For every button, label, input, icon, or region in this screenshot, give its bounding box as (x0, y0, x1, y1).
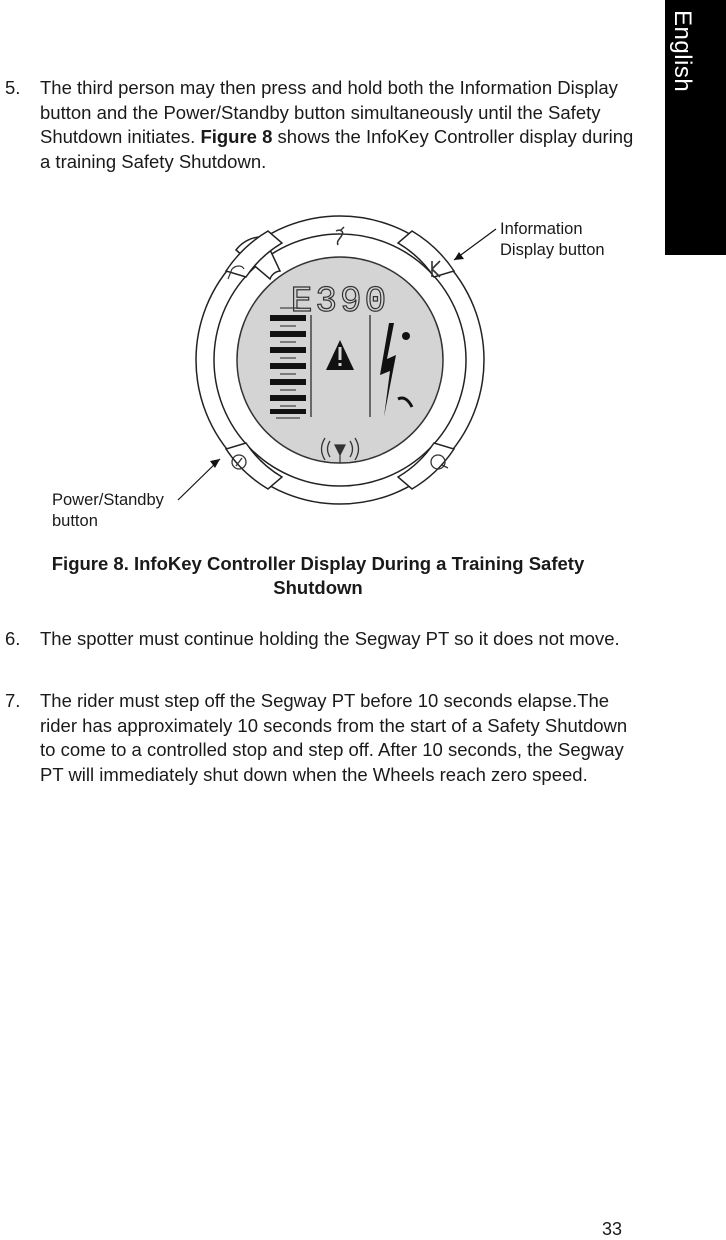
figure-reference: Figure 8 (200, 126, 273, 147)
step-number: 6. (5, 628, 21, 649)
step-text: The rider must step off the Segway PT before 10 seconds elapse.The rider has approximately 10 seconds from the start of a Safety Shutdown to come to a controlled stop and step off. After 10 seconds, the Segway PT will immediately shut down when the Wheels reach zero speed. (40, 690, 628, 785)
language-tab-label: English (669, 10, 696, 93)
step-text: The third person may then press and hold both the Information Display button and the Power/Standby button simultaneously until the Safety Shutdown initiates. Figure 8 shows the InfoKey Controller display during a training Safety Shutdown. (40, 77, 634, 172)
step-number: 7. (5, 690, 21, 711)
callout-power-standby: Power/Standby button (52, 491, 164, 530)
language-tab (665, 0, 726, 255)
error-code-display: E390 (290, 281, 390, 322)
step-text: The spotter must continue holding the Segway PT so it does not move. (40, 628, 620, 649)
callout-information-display: Information Display button (500, 220, 605, 259)
infokey-figure (40, 205, 640, 545)
page-number: 33 (601, 1219, 622, 1239)
figure-caption: Figure 8. InfoKey Controller Display During a Training Safety Shutdown (51, 553, 585, 598)
step-number: 5. (5, 77, 21, 98)
